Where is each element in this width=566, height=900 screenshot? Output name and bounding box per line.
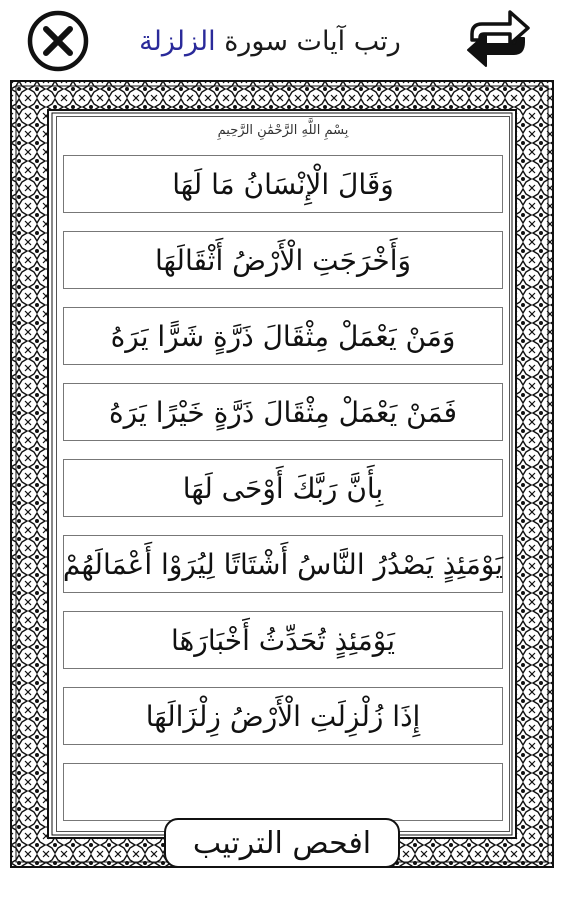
- close-circle-icon: [22, 10, 94, 72]
- surah-name: الزلزلة: [139, 26, 216, 57]
- verse-slot-3[interactable]: وَمَنْ يَعْمَلْ مِثْقَالَ ذَرَّةٍ شَرًّا يَرَهُ: [63, 307, 503, 365]
- page-title: [120, 22, 420, 62]
- header-bar: [0, 0, 566, 82]
- verse-slot-8[interactable]: إِذَا زُلْزِلَتِ الْأَرْضُ زِلْزَالَهَا: [63, 687, 503, 745]
- ornamental-frame: [10, 80, 554, 868]
- verse-slot-1[interactable]: وَقَالَ الْإِنْسَانُ مَا لَهَا: [63, 155, 503, 213]
- verse-slot-9[interactable]: [63, 763, 503, 821]
- verse-slot-7[interactable]: يَوْمَئِذٍ تُحَدِّثُ أَخْبَارَهَا: [63, 611, 503, 669]
- verse-slot-5[interactable]: بِأَنَّ رَبَّكَ أَوْحَى لَهَا: [63, 459, 503, 517]
- bismillah-text: بِسْمِ اللَّهِ الرَّحْمَٰنِ الرَّحِيمِ: [217, 123, 349, 138]
- verse-slot-6[interactable]: يَوْمَئِذٍ يَصْدُرُ النَّاسُ أَشْتَاتًا لِيُرَوْا أَعْمَالَهُمْ: [63, 535, 503, 593]
- check-order-button[interactable]: افحص الترتيب: [164, 818, 400, 868]
- title-prefix: رتب آيات سورة: [224, 26, 401, 57]
- verses-panel: [56, 116, 510, 832]
- swap-arrows-icon: [462, 4, 534, 74]
- verse-slot-4[interactable]: فَمَنْ يَعْمَلْ مِثْقَالَ ذَرَّةٍ خَيْرًا يَرَهُ: [63, 383, 503, 441]
- verse-slot-2[interactable]: وَأَخْرَجَتِ الْأَرْضُ أَثْقَالَهَا: [63, 231, 503, 289]
- swap-button[interactable]: [462, 4, 534, 74]
- close-button[interactable]: [22, 10, 94, 72]
